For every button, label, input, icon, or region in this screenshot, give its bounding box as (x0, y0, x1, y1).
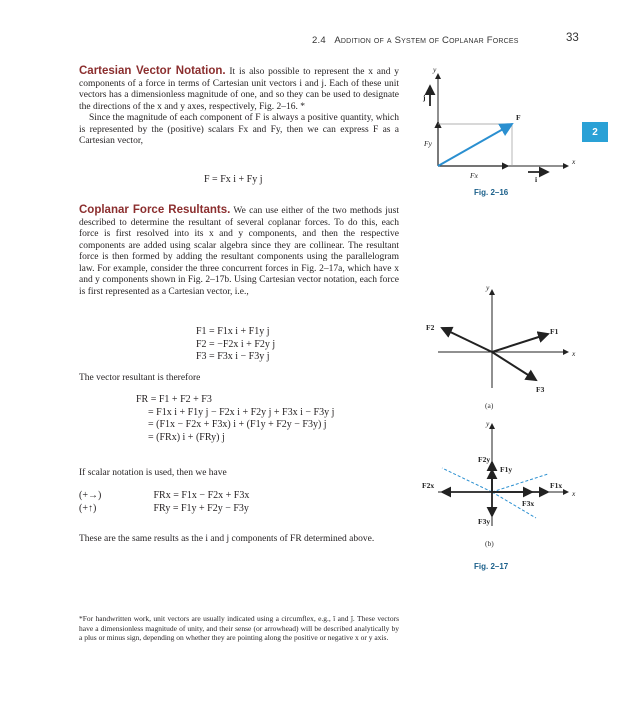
running-header (312, 35, 519, 46)
label-f: F (516, 113, 521, 122)
label-y: y (486, 419, 490, 428)
resultant-line-2: = F1x i + F1y j − F2x i + F2y j + F3x i − F3y j (148, 406, 335, 418)
chapter-tab: 2 (582, 122, 608, 142)
fig-2-17a-diagram (420, 282, 585, 400)
label-f2x: F2x (422, 481, 435, 490)
equation-f1: F1 = F1x i + F1y j (196, 326, 270, 337)
label-x: x (572, 157, 576, 166)
label-f3x: F3x (522, 499, 535, 508)
label-x: x (572, 489, 576, 498)
coplanar-section (79, 205, 399, 298)
page-number: 33 (566, 32, 579, 44)
scalar-text: If scalar notation is used, then we have (79, 468, 227, 478)
label-x: x (572, 349, 576, 358)
section-number: 2.4 (312, 35, 326, 46)
section-title: Addition of a System of Coplanar Forces (334, 35, 519, 46)
scalar-y-equation: FRy = F1y + F2y − F3y (153, 502, 249, 514)
label-f1x: F1x (550, 481, 563, 490)
force-f1 (492, 334, 548, 352)
resultant-line-4: = (FRx) i + (FRy) j (148, 431, 225, 443)
resultant-text: The vector resultant is therefore (79, 373, 201, 383)
force-f2-dashed (442, 468, 492, 492)
cartesian-equation: F = Fx i + Fy j (204, 174, 263, 185)
equation-f3: F3 = F3x i − F3y j (196, 351, 270, 362)
scalar-equations (79, 490, 249, 515)
scalar-x-sign: (+→) (79, 490, 102, 501)
equation-f2: F2 = −F2x i + F2y j (196, 338, 276, 350)
fig-2-17b-label: (b) (485, 539, 494, 548)
footnote: *For handwritten work, unit vectors are usually indicated using a circumflex, e.g., î and ĵ. These vectors have a dimensionless magnitude of unity, and their sense (or arrowhead) will be described analytically by a plus or minus sign, depending on whether they are pointing along the positive or negative x or y axis. (79, 614, 399, 642)
resultant-equations (136, 394, 334, 444)
cartesian-para1: It is also possible to represent the x and y components of a force in terms of Cartesian unit vectors i and j. Each of these unit vectors has a dimensionless magnitude of one, and so they can be used to designate the directions of the x and y axes, respectively, Fig. 2–16. * (79, 67, 399, 112)
scalar-y-sign: (+↑) (79, 502, 97, 514)
cartesian-para2: Since the magnitude of each component of F is always a positive quantity, which is represented by the (positive) scalars Fx and Fy, then we can express F as a Cartesian vector, (79, 113, 399, 146)
fig-2-16-diagram (420, 62, 585, 187)
label-f1y: F1y (500, 465, 513, 474)
cartesian-section (79, 66, 399, 148)
force-f3 (492, 352, 536, 380)
cartesian-heading: Cartesian Vector Notation. (79, 65, 226, 77)
label-i: i (535, 175, 538, 184)
component-equations (196, 326, 275, 364)
fig-2-16-caption: Fig. 2–16 (474, 188, 509, 197)
label-y: y (486, 283, 490, 292)
label-y: y (433, 65, 437, 74)
coplanar-heading: Coplanar Force Resultants. (79, 204, 231, 216)
label-f3y: F3y (478, 517, 491, 526)
label-fy: Fy (424, 139, 432, 148)
label-j: j (423, 93, 426, 102)
force-f1-dashed (492, 474, 548, 492)
fig-2-17-caption: Fig. 2–17 (474, 562, 509, 571)
label-f3: F3 (536, 385, 545, 394)
resultant-line-3: = (F1x − F2x + F3x) i + (F1y + F2y − F3y) j (148, 419, 327, 430)
closing-text: These are the same results as the i and j components of FR determined above. (79, 534, 375, 544)
scalar-x-equation: FRx = F1x − F2x + F3x (153, 490, 250, 501)
resultant-line-1: FR = F1 + F2 + F3 (136, 394, 212, 405)
coplanar-para1: We can use either of the two methods just described to determine the resultant of several coplanar forces. To do this, each force is first resolved into its x and y components, and then the respective components are added using scalar algebra since they are collinear. The resultant force is then formed by adding the resultant components using the parallelogram law. For example, consider the three concurrent forces in Fig. 2–17a, which have x and y components shown in Fig. 2–17b. Using Cartesian vector notation, each force is first represented as a Cartesian vector, i.e., (79, 206, 399, 297)
label-f2y: F2y (478, 455, 491, 464)
label-f2: F2 (426, 323, 435, 332)
label-f1: F1 (550, 327, 559, 336)
force-f2 (442, 328, 492, 352)
force-vector-f (438, 124, 512, 166)
fig-2-17a-label: (a) (485, 401, 494, 410)
fig-2-17b-diagram (420, 418, 585, 530)
label-fx: Fx (470, 171, 478, 180)
